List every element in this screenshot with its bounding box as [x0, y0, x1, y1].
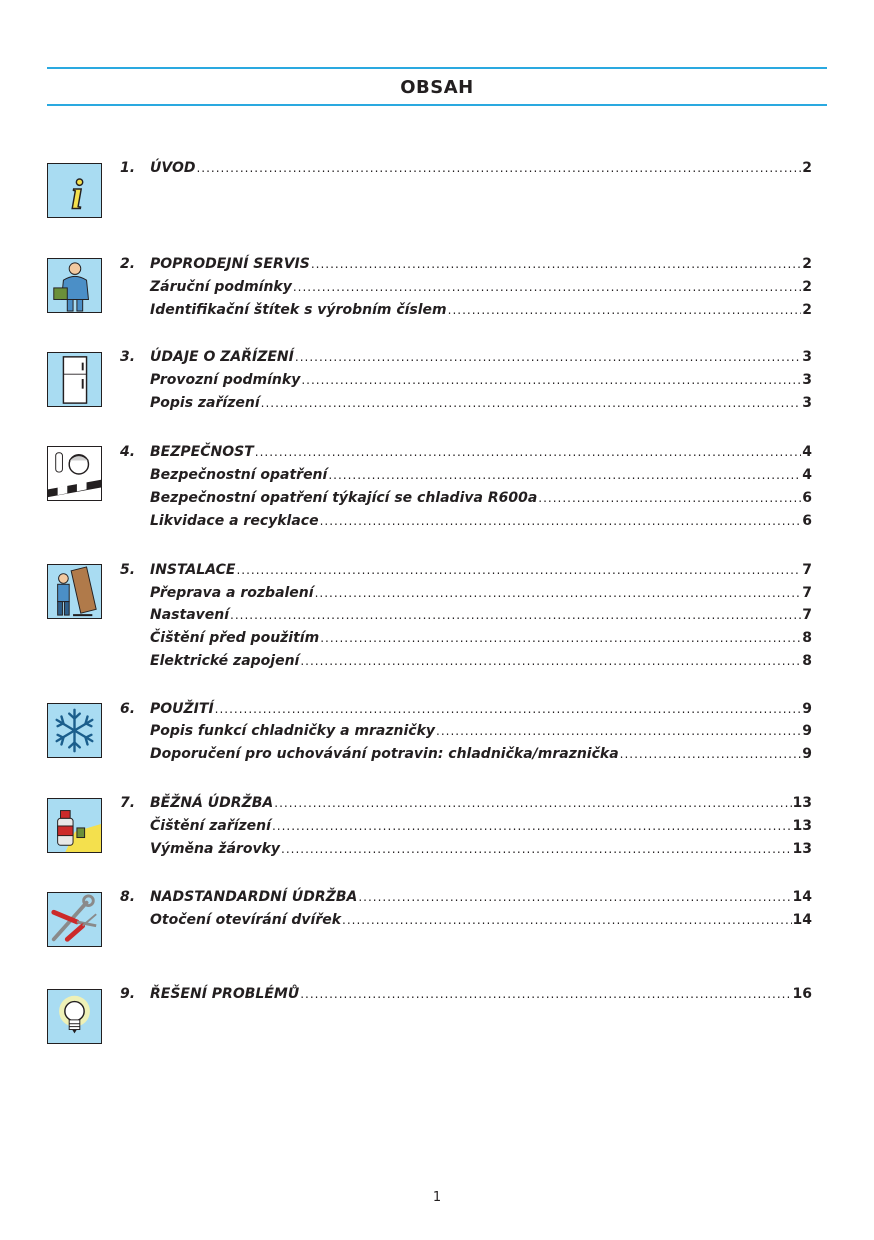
- section-number: 9.: [120, 986, 136, 1002]
- section-number: 4.: [120, 444, 136, 460]
- toc-entry-page: 4: [802, 467, 812, 483]
- dot-leader: [311, 254, 801, 274]
- toc-entry[interactable]: [150, 984, 812, 1004]
- toc-entry-label: INSTALACE: [150, 562, 236, 578]
- toc-entry-label: POUŽITÍ: [150, 701, 214, 717]
- toc-entry-page: 13: [792, 818, 812, 834]
- toc-entry-label: ŘEŠENÍ PROBLÉMŮ: [150, 986, 300, 1002]
- section-number: 2.: [120, 256, 136, 272]
- toc-entry-label: POPRODEJNÍ SERVIS: [150, 256, 310, 272]
- dot-leader: [320, 511, 802, 531]
- toc-entry[interactable]: [150, 699, 812, 719]
- toc-entry-label: ÚDAJE O ZAŘÍZENÍ: [150, 349, 294, 365]
- dot-leader: [620, 744, 802, 764]
- toc-entry-page: 3: [802, 349, 812, 365]
- toc-entry[interactable]: [150, 347, 812, 367]
- toc-entry[interactable]: [150, 158, 812, 178]
- toc-entry[interactable]: [150, 254, 812, 274]
- toc-entry[interactable]: [150, 744, 812, 764]
- toc-entry-label: Výměna žárovky: [150, 841, 281, 857]
- toc-entry-page: 7: [802, 585, 812, 601]
- toc-entry-label: Otočení otevírání dvířek: [150, 912, 342, 928]
- snowflake-icon: [47, 703, 102, 758]
- toc-entry-label: Likvidace a recyklace: [150, 513, 319, 529]
- toc-entry-page: 9: [802, 746, 812, 762]
- toc-entry-page: 7: [802, 562, 812, 578]
- toc-entry-page: 8: [802, 630, 812, 646]
- top-rule: [47, 67, 827, 69]
- toc-entry[interactable]: [150, 887, 812, 907]
- toc-entry-page: 9: [802, 723, 812, 739]
- section-number: 5.: [120, 562, 136, 578]
- cleaning-bottle-icon: [47, 798, 102, 853]
- toc-entry[interactable]: [150, 277, 812, 297]
- dot-leader: [230, 605, 801, 625]
- fridge-icon: [47, 352, 102, 407]
- toc-entry-page: 9: [802, 701, 812, 717]
- toc-entry-page: 6: [802, 490, 812, 506]
- toc-entry[interactable]: [150, 816, 812, 836]
- page-title: OBSAH: [400, 77, 474, 98]
- dot-leader: [320, 628, 801, 648]
- toc-entry[interactable]: [150, 442, 812, 462]
- dot-leader: [358, 887, 791, 907]
- dot-leader: [315, 583, 802, 603]
- toc-entry-label: BEZPEČNOST: [150, 444, 254, 460]
- page-number: 1: [432, 1190, 442, 1205]
- toc-entry[interactable]: [150, 605, 812, 625]
- dot-leader: [274, 793, 791, 813]
- toc-entry-page: 2: [802, 279, 812, 295]
- section-number: 8.: [120, 889, 136, 905]
- installation-icon: [47, 564, 102, 619]
- dot-leader: [281, 839, 792, 859]
- dot-leader: [272, 816, 792, 836]
- toc-entry-label: Bezpečnostní opatření: [150, 467, 328, 483]
- toc-entry[interactable]: [150, 560, 812, 580]
- toc-entry[interactable]: [150, 583, 812, 603]
- toc-entry-label: Bezpečnostní opatření týkající se chladiva R600a: [150, 490, 538, 506]
- dot-leader: [436, 721, 801, 741]
- toc-entry-label: NADSTANDARDNÍ ÚDRŽBA: [150, 889, 358, 905]
- toc-entry-page: 13: [792, 841, 812, 857]
- toc-entry-page: 14: [792, 889, 812, 905]
- toc-entry-label: Elektrické zapojení: [150, 653, 300, 669]
- toc-entry-page: 7: [802, 607, 812, 623]
- toc-entry[interactable]: [150, 393, 812, 413]
- toc-entry[interactable]: [150, 370, 812, 390]
- toc-entry[interactable]: [150, 651, 812, 671]
- toc-entry-label: Popis zařízení: [150, 395, 260, 411]
- toc-entry[interactable]: [150, 511, 812, 531]
- toc-entry-page: 2: [802, 302, 812, 318]
- toc-entry-label: Popis funkcí chladničky a mrazničky: [150, 723, 436, 739]
- toc-entry-page: 2: [802, 160, 812, 176]
- toc-entry[interactable]: [150, 839, 812, 859]
- toc-entry-label: Provozní podmínky: [150, 372, 301, 388]
- toc-entry-label: Záruční podmínky: [150, 279, 292, 295]
- title-underline: [47, 104, 827, 106]
- section-number: 1.: [120, 160, 136, 176]
- toc-entry[interactable]: [150, 628, 812, 648]
- toc-entry-page: 14: [792, 912, 812, 928]
- toc-entry[interactable]: [150, 465, 812, 485]
- dot-leader: [261, 393, 802, 413]
- tools-icon: [47, 892, 102, 947]
- dot-leader: [295, 347, 801, 367]
- toc-entry[interactable]: [150, 793, 812, 813]
- dot-leader: [300, 984, 791, 1004]
- toc-entry-label: Čištění před použitím: [150, 630, 320, 646]
- toc-entry-page: 8: [802, 653, 812, 669]
- dot-leader: [255, 442, 802, 462]
- toc-entry[interactable]: [150, 488, 812, 508]
- toc-entry-page: 3: [802, 395, 812, 411]
- toc-entry[interactable]: [150, 300, 812, 320]
- dot-leader: [448, 300, 802, 320]
- dot-leader: [301, 370, 801, 390]
- section-number: 7.: [120, 795, 136, 811]
- info-icon: [47, 163, 102, 218]
- svg-text:i: i: [71, 171, 83, 217]
- toc-entry-page: 6: [802, 513, 812, 529]
- toc-entry-label: ÚVOD: [150, 160, 196, 176]
- toc-entry-page: 4: [802, 444, 812, 460]
- toc-entry[interactable]: [150, 910, 812, 930]
- toc-entry-page: 13: [792, 795, 812, 811]
- toc-entry-label: Doporučení pro uchovávání potravin: chladnička/mraznička: [150, 746, 619, 762]
- dot-leader: [342, 910, 791, 930]
- dot-leader: [300, 651, 801, 671]
- dot-leader: [328, 465, 801, 485]
- dot-leader: [215, 699, 802, 719]
- section-number: 3.: [120, 349, 136, 365]
- toc-entry-label: Identifikační štítek s výrobním číslem: [150, 302, 447, 318]
- service-technician-icon: [47, 258, 102, 313]
- toc-entry-page: 3: [802, 372, 812, 388]
- section-number: 6.: [120, 701, 136, 717]
- toc-entry-page: 2: [802, 256, 812, 272]
- dot-leader: [236, 560, 801, 580]
- lightbulb-icon: [47, 989, 102, 1044]
- toc-entry-label: Čištění zařízení: [150, 818, 271, 834]
- safety-worker-icon: [47, 446, 102, 501]
- dot-leader: [196, 158, 801, 178]
- toc-entry-label: BĚŽNÁ ÚDRŽBA: [150, 795, 274, 811]
- dot-leader: [538, 488, 801, 508]
- toc-entry-label: Nastavení: [150, 607, 230, 623]
- dot-leader: [293, 277, 801, 297]
- toc-entry-label: Přeprava a rozbalení: [150, 585, 314, 601]
- toc-entry-page: 16: [792, 986, 812, 1002]
- toc-entry[interactable]: [150, 721, 812, 741]
